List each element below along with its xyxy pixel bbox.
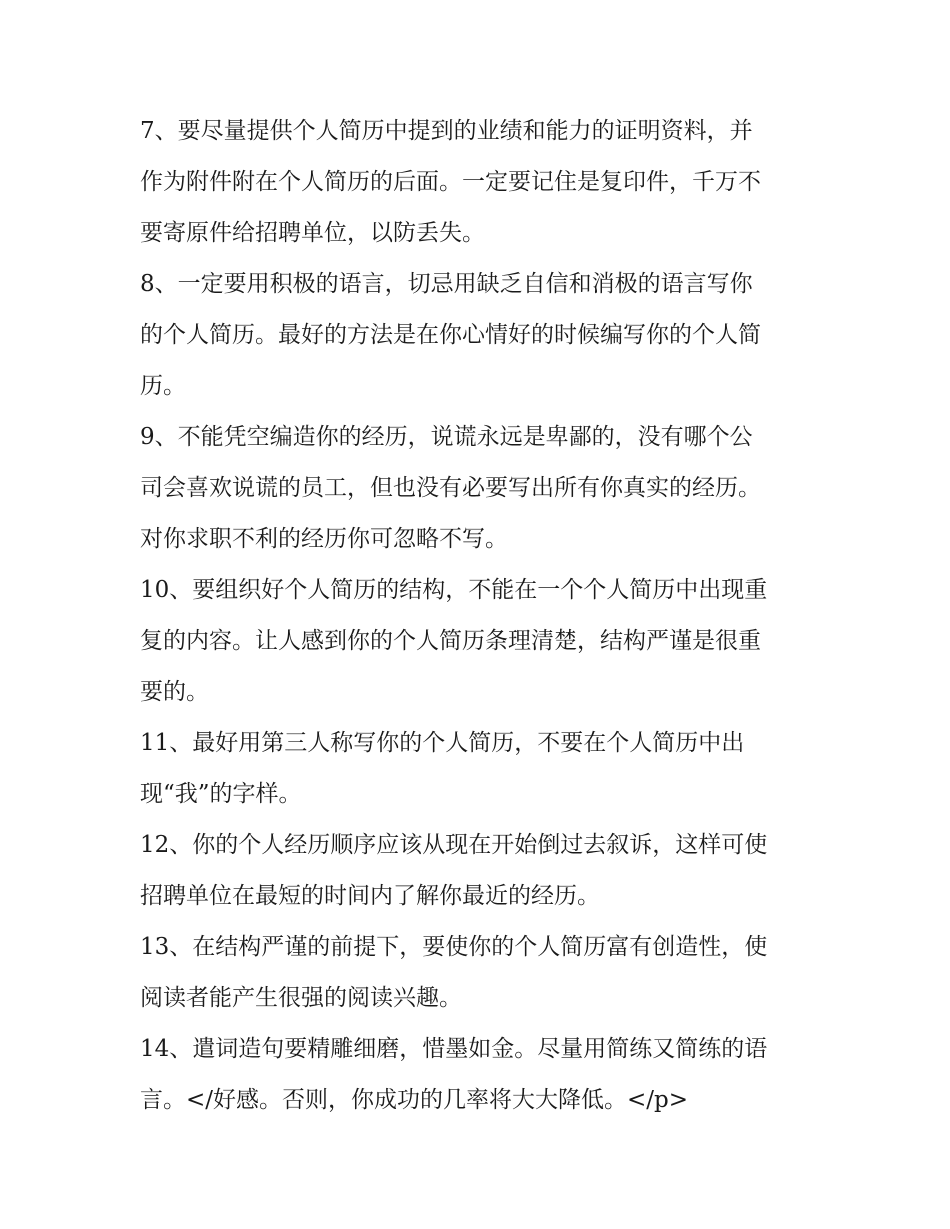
paragraph-item-13 <box>140 922 816 1024</box>
paragraph-item-10 <box>140 565 816 718</box>
paragraph-line: 要寄原件给招聘单位，以防丢失。 <box>140 220 485 246</box>
paragraph-line: 8、一定要用积极的语言，切忌用缺乏自信和消极的语言写你 <box>140 271 753 297</box>
paragraph-line: 的个人简历。最好的方法是在你心情好的时候编写你的个人简 <box>140 322 761 348</box>
paragraph-line: 9、不能凭空编造你的经历，说谎永远是卑鄙的，没有哪个公 <box>140 424 753 450</box>
paragraph-line: 13、在结构严谨的前提下，要使你的个人简历富有创造性，使 <box>140 934 768 960</box>
paragraph-line: 复的内容。让人感到你的个人简历条理清楚，结构严谨是很重 <box>140 628 761 654</box>
paragraph-line: 12、你的个人经历顺序应该从现在开始倒过去叙诉，这样可使 <box>140 832 768 858</box>
paragraph-line: 司会喜欢说谎的员工，但也没有必要写出所有你真实的经历。 <box>140 475 761 501</box>
paragraph-item-14 <box>140 1024 816 1126</box>
paragraph-line: 14、遣词造句要精雕细磨，惜墨如金。尽量用简练又简练的语 <box>140 1036 768 1062</box>
paragraph-line: 历。 <box>140 373 186 399</box>
paragraph-item-8 <box>140 259 816 412</box>
paragraph-line: 对你求职不利的经历你可忽略不写。 <box>140 526 508 552</box>
paragraph-line: 7、要尽量提供个人简历中提到的业绩和能力的证明资料，并 <box>140 118 753 144</box>
paragraph-line: 10、要组织好个人简历的结构，不能在一个个人简历中出现重 <box>140 577 768 603</box>
paragraph-item-7 <box>140 106 816 259</box>
paragraph-line: 作为附件附在个人简历的后面。一定要记住是复印件，千万不 <box>140 169 761 195</box>
paragraph-line: 要的。 <box>140 679 209 705</box>
paragraph-line: 招聘单位在最短的时间内了解你最近的经历。 <box>140 883 600 909</box>
paragraph-item-9 <box>140 412 816 565</box>
paragraph-line: 言。</好感。否则，你成功的几率将大大降低。</p> <box>140 1087 689 1113</box>
paragraph-line: 现“我”的字样。 <box>140 781 302 807</box>
document-body <box>140 106 816 1126</box>
paragraph-item-12 <box>140 820 816 922</box>
paragraph-line: 阅读者能产生很强的阅读兴趣。 <box>140 985 462 1011</box>
paragraph-item-11 <box>140 718 816 820</box>
paragraph-line: 11、最好用第三人称写你的个人简历，不要在个人简历中出 <box>140 730 745 756</box>
